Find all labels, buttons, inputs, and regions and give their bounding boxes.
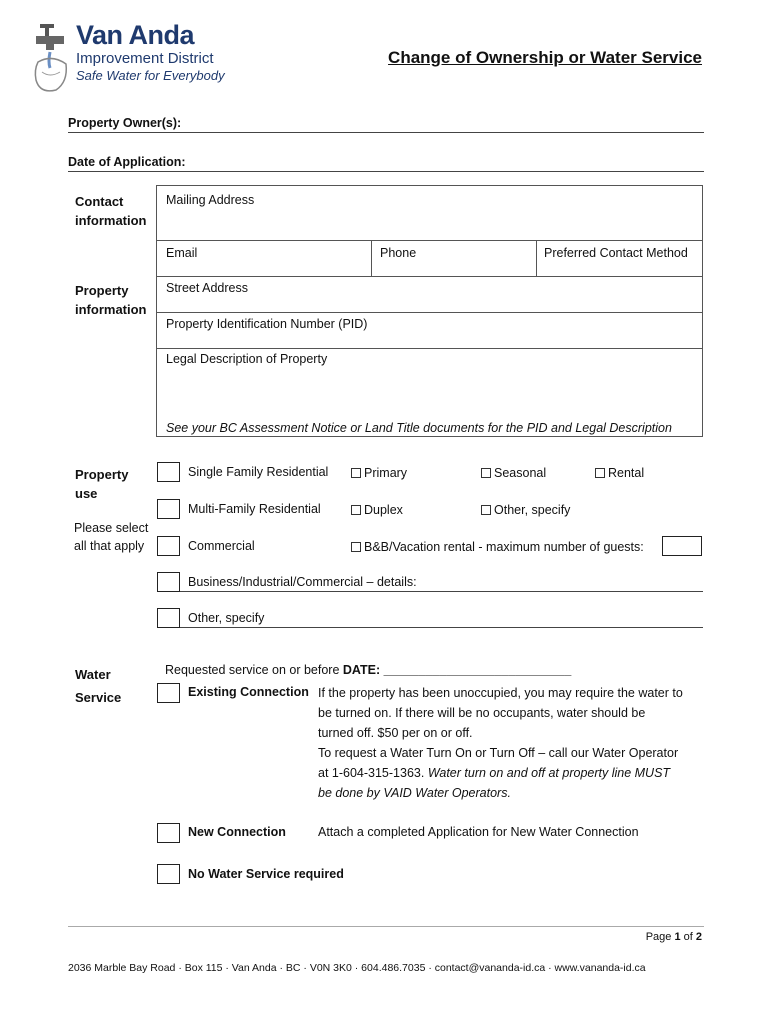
use-section-label: Property use: [75, 467, 129, 501]
commercial-checkbox[interactable]: [157, 536, 180, 556]
bnb-option[interactable]: B&B/Vacation rental - maximum number of guests:: [351, 540, 644, 554]
rental-option[interactable]: Rental: [595, 466, 644, 480]
no-water-service-checkbox[interactable]: [157, 864, 180, 884]
existing-connection-label: Existing Connection: [188, 685, 309, 699]
other-checkbox-icon: [481, 505, 491, 515]
business-label: Business/Industrial/Commercial – details:: [188, 575, 417, 589]
multi-family-checkbox[interactable]: [157, 499, 180, 519]
duplex-option[interactable]: Duplex: [351, 503, 403, 517]
other-use-line[interactable]: [180, 627, 703, 628]
single-family-checkbox[interactable]: [157, 462, 180, 482]
commercial-label: Commercial: [188, 539, 255, 553]
logo-faucet-icon: [30, 22, 74, 96]
phone-field[interactable]: Phone: [371, 240, 537, 277]
no-water-service-label: No Water Service required: [188, 867, 344, 881]
water-section-label: Water Service: [75, 667, 122, 705]
business-details-line[interactable]: [180, 591, 703, 592]
date-label: Date of Application:: [68, 155, 186, 169]
owners-field[interactable]: [68, 132, 704, 133]
street-address-field[interactable]: Street Address: [156, 276, 703, 313]
requested-date-field[interactable]: DATE: ___________________________: [342, 663, 572, 677]
seasonal-option[interactable]: Seasonal: [481, 466, 546, 480]
page-title: Change of Ownership or Water Service: [388, 48, 702, 67]
org-name: Van Anda: [76, 20, 195, 50]
mailing-address-field[interactable]: Mailing Address: [156, 185, 703, 241]
date-field[interactable]: [68, 171, 704, 172]
new-connection-description: Attach a completed Application for New Water Connection: [318, 825, 639, 839]
owners-label: Property Owner(s):: [68, 116, 182, 130]
org-tagline: Safe Water for Everybody: [76, 68, 225, 83]
use-hint: Please select all that apply: [74, 521, 149, 553]
other-specify-option[interactable]: Other, specify: [481, 503, 570, 517]
pid-field[interactable]: Property Identification Number (PID): [156, 312, 703, 349]
rental-checkbox-icon: [595, 468, 605, 478]
business-checkbox[interactable]: [157, 572, 180, 592]
legal-description-field[interactable]: Legal Description of Property See your BC Assessment Notice or Land Title documents for the PID and Legal Description: [156, 348, 703, 437]
requested-date-line: Requested service on or before DATE: ___________________________: [165, 663, 572, 677]
seasonal-checkbox-icon: [481, 468, 491, 478]
primary-option[interactable]: Primary: [351, 466, 407, 480]
new-connection-checkbox[interactable]: [157, 823, 180, 843]
org-subtitle: Improvement District: [76, 50, 214, 67]
multi-family-label: Multi-Family Residential: [188, 502, 321, 516]
email-field[interactable]: Email: [156, 240, 372, 277]
single-family-label: Single Family Residential: [188, 465, 329, 479]
contact-section-label: Contact information: [75, 194, 147, 228]
other-use-checkbox[interactable]: [157, 608, 180, 628]
page-number: Page 1 of 2: [645, 931, 702, 943]
existing-connection-description: If the property has been unoccupied, you may require the water to be turned on. If there will be no occupants, water should be turned off. $50 per on or off. To request a Water Turn On or Turn Off – call our Water Operator at 1-604-315-1363. Water turn on and off at property line MUST be done by VAID Water Operators.: [318, 686, 683, 800]
footer-address: 2036 Marble Bay Road · Box 115 · Van Anda · BC · V0N 3K0 · 604.486.7035 · contact@vananda-id.ca · www.vananda-id.ca: [68, 962, 646, 974]
primary-checkbox-icon: [351, 468, 361, 478]
bnb-checkbox-icon: [351, 542, 361, 552]
pid-note: See your BC Assessment Notice or Land Title documents for the PID and Legal Description: [166, 421, 672, 435]
property-section-label: Property information: [75, 283, 147, 317]
existing-connection-checkbox[interactable]: [157, 683, 180, 703]
other-use-label: Other, specify: [188, 611, 265, 625]
guests-input[interactable]: [662, 536, 702, 556]
duplex-checkbox-icon: [351, 505, 361, 515]
preferred-contact-field[interactable]: Preferred Contact Method: [536, 240, 703, 277]
footer-divider: [68, 926, 704, 927]
new-connection-label: New Connection: [188, 825, 286, 839]
